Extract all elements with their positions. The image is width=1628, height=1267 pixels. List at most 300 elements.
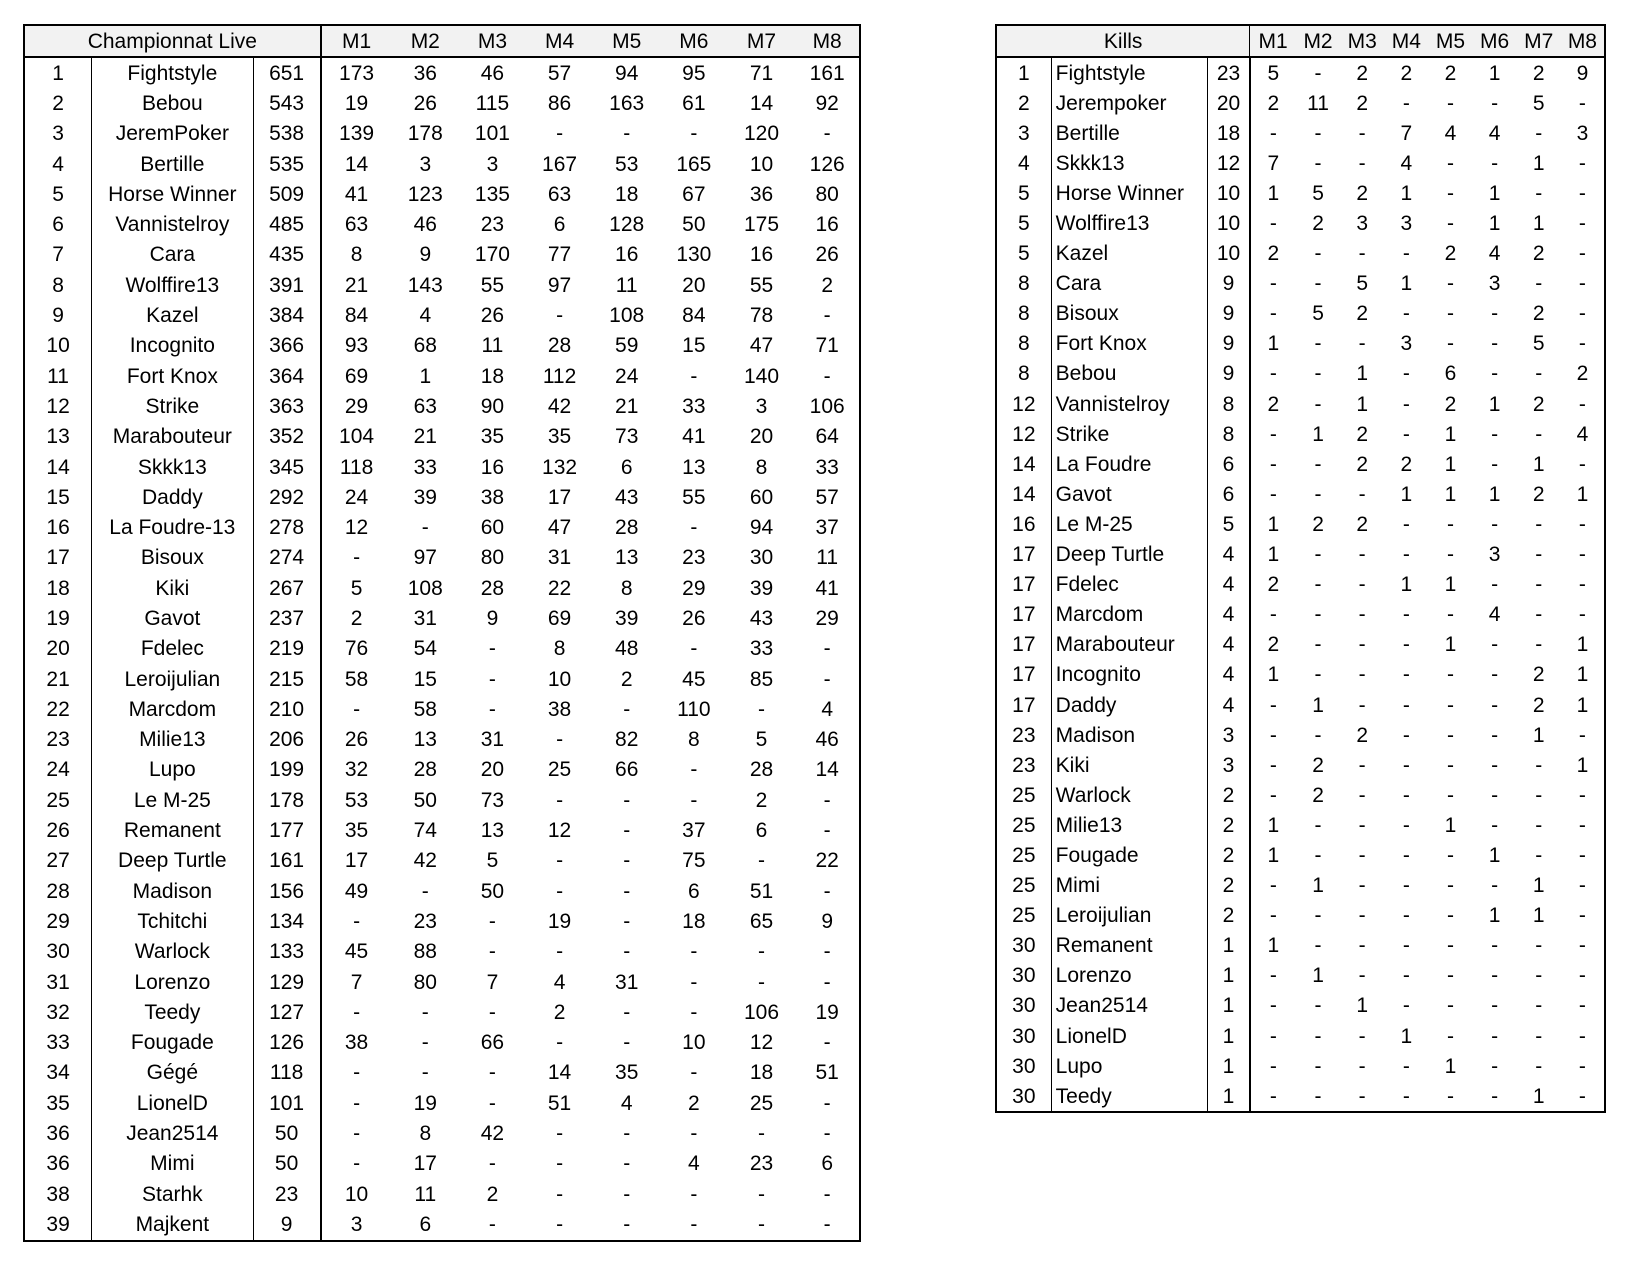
total-cell: 161 bbox=[253, 846, 321, 876]
match-m1-cell: 5 bbox=[321, 573, 392, 603]
match-m7-cell: - bbox=[1535, 964, 1543, 988]
match-m2-cell: - bbox=[1314, 121, 1322, 145]
table-row bbox=[996, 118, 1605, 148]
player-name-cell: Remanent bbox=[1051, 931, 1208, 961]
match-m3-cell: 2 bbox=[1356, 181, 1369, 205]
rank-cell: 20 bbox=[46, 637, 70, 661]
match-m4-cell: 35 bbox=[547, 425, 572, 449]
match-m1-cell: - bbox=[1250, 1021, 1296, 1051]
match-m4-cell: - bbox=[556, 788, 564, 812]
table-row bbox=[996, 961, 1605, 991]
match-m4-cell: - bbox=[556, 728, 564, 752]
match-m6-cell: - bbox=[690, 1182, 698, 1206]
table-row bbox=[24, 512, 860, 542]
match-m4-cell: - bbox=[1402, 934, 1410, 958]
match-m1-cell: 10 bbox=[321, 1179, 392, 1209]
match-m1-cell: 53 bbox=[321, 785, 392, 815]
match-m2-cell: - bbox=[1314, 904, 1322, 928]
player-name-cell: Mimi bbox=[1051, 871, 1208, 901]
match-m2-cell: - bbox=[1314, 934, 1322, 958]
match-m4-cell: - bbox=[1402, 994, 1410, 1018]
match-m2-cell: - bbox=[1314, 1054, 1322, 1078]
table-row bbox=[996, 931, 1605, 961]
player-name-cell: Cara bbox=[1051, 269, 1208, 299]
match-m5-cell: 1 bbox=[1444, 1054, 1457, 1078]
table-row bbox=[24, 361, 860, 391]
rank-cell: 18 bbox=[46, 576, 70, 600]
rank-cell: 27 bbox=[46, 849, 70, 873]
match-m8-cell: 29 bbox=[815, 606, 839, 630]
match-m5-cell: 2 bbox=[1444, 392, 1457, 416]
match-m3-cell: 2 bbox=[1356, 302, 1369, 326]
match-m7-cell: - bbox=[758, 1182, 765, 1206]
total-cell: 538 bbox=[253, 119, 321, 149]
total-cell: 9 bbox=[1208, 299, 1250, 329]
match-m1-cell: 7 bbox=[1250, 148, 1296, 178]
match-m2-cell: 28 bbox=[413, 758, 437, 782]
total-cell: 23 bbox=[1208, 57, 1250, 88]
table-row bbox=[996, 449, 1605, 479]
match-m7-cell: - bbox=[1535, 573, 1543, 597]
match-m3-cell: 46 bbox=[480, 61, 505, 85]
match-m7-cell: 94 bbox=[749, 516, 774, 540]
total-cell: 1 bbox=[1208, 961, 1250, 991]
match-m1-cell: 35 bbox=[321, 815, 392, 845]
table-row bbox=[24, 1209, 860, 1240]
rank-cell: 14 bbox=[1012, 452, 1036, 476]
match-m8-cell: 106 bbox=[809, 394, 845, 418]
match-m6-cell: 67 bbox=[682, 182, 706, 206]
match-m8-cell: 9 bbox=[1576, 61, 1589, 85]
match-m2-cell: 54 bbox=[413, 637, 437, 661]
total-cell: 10 bbox=[1208, 178, 1250, 208]
table-row bbox=[996, 810, 1605, 840]
player-name-cell: Cara bbox=[92, 240, 253, 270]
match-m5-cell: 1 bbox=[1444, 813, 1457, 837]
total-cell: 3 bbox=[1208, 750, 1250, 780]
match-m8-cell: - bbox=[1578, 91, 1586, 115]
player-name-cell: Lorenzo bbox=[1051, 961, 1208, 991]
match-m4-cell: 2 bbox=[553, 1000, 566, 1024]
match-m5-cell: - bbox=[623, 1212, 631, 1236]
match-m2-cell: 15 bbox=[413, 667, 437, 691]
match-m1-cell: 139 bbox=[321, 119, 392, 149]
player-name-cell: Bisoux bbox=[1051, 299, 1208, 329]
match-m1-cell: - bbox=[1250, 299, 1296, 329]
rank-cell: 11 bbox=[47, 364, 69, 388]
match-m7-cell: 5 bbox=[755, 728, 768, 752]
match-m3-cell: - bbox=[1358, 964, 1366, 988]
match-m6-cell: - bbox=[1491, 512, 1499, 536]
player-name-cell: Deep Turtle bbox=[1051, 540, 1208, 570]
match-m3-cell: 2 bbox=[1356, 61, 1369, 85]
rank-cell: 30 bbox=[1012, 964, 1036, 988]
match-m7-cell: 2 bbox=[1532, 61, 1545, 85]
rank-cell: 36 bbox=[46, 1122, 70, 1146]
player-name-cell: Vannistelroy bbox=[1051, 389, 1208, 419]
match-m8-cell: - bbox=[1578, 573, 1586, 597]
match-m7-cell: - bbox=[758, 697, 765, 721]
table-row bbox=[996, 750, 1605, 780]
match-m6-cell: - bbox=[690, 637, 698, 661]
match-m2-cell: 108 bbox=[407, 576, 443, 600]
match-m5-cell: - bbox=[623, 909, 631, 933]
match-m5-cell: - bbox=[1446, 272, 1454, 296]
table-row bbox=[24, 422, 860, 452]
player-name-cell: Lorenzo bbox=[92, 967, 253, 997]
match-m2-cell: - bbox=[1314, 723, 1322, 747]
match-m1-cell: - bbox=[1250, 1051, 1296, 1081]
match-m2-cell: 26 bbox=[413, 91, 437, 115]
total-cell: 6 bbox=[1208, 479, 1250, 509]
match-m5-cell: - bbox=[1446, 151, 1454, 175]
match-m6-cell: 4 bbox=[688, 1152, 700, 1176]
match-m1-cell: 173 bbox=[321, 57, 392, 88]
match-m1-cell: - bbox=[321, 997, 392, 1027]
match-m4-cell: 112 bbox=[542, 364, 577, 388]
match-m7-cell: 12 bbox=[749, 1031, 774, 1055]
match-m8-cell: 57 bbox=[815, 485, 839, 509]
player-name-cell: LionelD bbox=[92, 1088, 253, 1118]
match-m4-cell: - bbox=[1402, 904, 1410, 928]
table-row bbox=[24, 725, 860, 755]
kills-header-row bbox=[996, 25, 1605, 57]
match-m8-cell: - bbox=[1578, 1084, 1586, 1108]
match-m8-cell: - bbox=[823, 940, 831, 964]
match-m8-cell: 14 bbox=[815, 758, 839, 782]
match-m6-cell: 1 bbox=[1488, 904, 1501, 928]
match-m7-cell: 30 bbox=[749, 546, 774, 570]
player-name-cell: Kazel bbox=[1051, 239, 1208, 269]
total-cell: 215 bbox=[253, 664, 321, 694]
match-m2-cell: - bbox=[1314, 813, 1322, 837]
match-m2-cell: 2 bbox=[1312, 753, 1324, 777]
match-m2-cell: - bbox=[1314, 332, 1322, 356]
total-cell: 543 bbox=[253, 88, 321, 118]
match-m8-cell: - bbox=[823, 637, 831, 661]
match-m3-cell: - bbox=[1358, 1084, 1366, 1108]
match-m5-cell: 43 bbox=[615, 485, 639, 509]
rank-cell: 19 bbox=[46, 606, 70, 630]
match-m4-cell: 1 bbox=[1400, 482, 1413, 506]
table-row bbox=[996, 720, 1605, 750]
match-m8-cell: - bbox=[1578, 452, 1586, 476]
match-m1-cell: - bbox=[1250, 269, 1296, 299]
rank-cell: 25 bbox=[1012, 783, 1036, 807]
match-m7-cell: - bbox=[1535, 603, 1543, 627]
match-m8-cell: 37 bbox=[815, 516, 839, 540]
match-m1-cell: - bbox=[1250, 720, 1296, 750]
player-name-cell: Marabouteur bbox=[1051, 630, 1208, 660]
match-m5-cell: 2 bbox=[620, 667, 633, 691]
table-row bbox=[24, 1088, 860, 1118]
total-cell: 2 bbox=[1208, 871, 1250, 901]
match-m5-cell: - bbox=[1446, 332, 1454, 356]
match-m3-cell: 101 bbox=[474, 122, 510, 146]
match-m4-cell: 97 bbox=[547, 273, 572, 297]
match-m7-cell: - bbox=[1535, 813, 1543, 837]
match-m4-cell: - bbox=[556, 849, 564, 873]
rank-cell: 17 bbox=[1012, 603, 1036, 627]
table-row bbox=[24, 270, 860, 300]
match-m1-cell: - bbox=[1250, 961, 1296, 991]
match-m1-cell: - bbox=[1250, 871, 1296, 901]
match-m1-cell: 45 bbox=[321, 937, 392, 967]
player-name-cell: Gégé bbox=[92, 1058, 253, 1088]
rank-cell: 12 bbox=[1012, 422, 1036, 446]
match-m5-cell: - bbox=[1446, 753, 1454, 777]
match-m5-cell: - bbox=[1446, 693, 1454, 717]
match-m6-cell: - bbox=[690, 758, 698, 782]
match-m1-cell: 1 bbox=[1250, 840, 1296, 870]
match-m4-cell: - bbox=[556, 122, 564, 146]
player-name-cell: Strike bbox=[1051, 419, 1208, 449]
match-m6-cell: 61 bbox=[682, 91, 706, 115]
match-m7-cell: 47 bbox=[749, 334, 774, 358]
match-m5-cell: 6 bbox=[620, 455, 633, 479]
match-m6-cell: 23 bbox=[682, 546, 706, 570]
match-m4-cell: 1 bbox=[1400, 573, 1413, 597]
total-cell: 210 bbox=[253, 694, 321, 724]
player-name-cell: Jerempoker bbox=[1051, 88, 1208, 118]
total-cell: 129 bbox=[253, 967, 321, 997]
match-m3-cell: - bbox=[1358, 633, 1366, 657]
match-m4-cell: - bbox=[556, 940, 564, 964]
match-m7-cell: 28 bbox=[749, 758, 774, 782]
rank-cell: 1 bbox=[1017, 61, 1030, 85]
total-cell: 127 bbox=[253, 997, 321, 1027]
match-m6-cell: 15 bbox=[682, 334, 706, 358]
match-m7-cell: 1 bbox=[1532, 452, 1545, 476]
match-m8-cell: 64 bbox=[815, 425, 839, 449]
match-m6-cell: - bbox=[690, 1000, 698, 1024]
match-m5-cell: 4 bbox=[1444, 121, 1457, 145]
table-row bbox=[996, 690, 1605, 720]
rank-cell: 14 bbox=[46, 455, 70, 479]
match-m1-cell: 8 bbox=[321, 240, 392, 270]
match-m6-cell: 4 bbox=[1488, 603, 1501, 627]
rank-cell: 2 bbox=[1017, 91, 1030, 115]
player-name-cell: Bertille bbox=[1051, 118, 1208, 148]
match-m4-cell: 51 bbox=[547, 1091, 572, 1115]
match-m5-cell: - bbox=[1446, 843, 1454, 867]
match-m4-cell: 86 bbox=[547, 91, 572, 115]
match-m3-cell: - bbox=[488, 697, 496, 721]
rank-cell: 33 bbox=[46, 1031, 70, 1055]
rank-cell: 15 bbox=[46, 485, 70, 509]
table-row bbox=[24, 755, 860, 785]
column-header-m6: M6 bbox=[1473, 25, 1517, 57]
match-m4-cell: - bbox=[1402, 843, 1410, 867]
match-m4-cell: 3 bbox=[1400, 332, 1413, 356]
match-m5-cell: - bbox=[1446, 663, 1454, 687]
match-m5-cell: 1 bbox=[1444, 633, 1457, 657]
total-cell: 345 bbox=[253, 452, 321, 482]
match-m5-cell: 73 bbox=[615, 425, 639, 449]
match-m5-cell: 31 bbox=[615, 970, 639, 994]
table-row bbox=[24, 573, 860, 603]
match-m2-cell: 17 bbox=[413, 1152, 437, 1176]
match-m2-cell: 63 bbox=[413, 394, 437, 418]
match-m7-cell: 8 bbox=[755, 455, 768, 479]
rank-cell: 13 bbox=[46, 425, 70, 449]
match-m4-cell: 38 bbox=[547, 697, 572, 721]
match-m5-cell: 1 bbox=[1444, 452, 1457, 476]
match-m5-cell: - bbox=[1446, 603, 1454, 627]
match-m5-cell: 53 bbox=[615, 152, 639, 176]
table-row bbox=[24, 119, 860, 149]
match-m1-cell: 3 bbox=[321, 1209, 392, 1240]
total-cell: 509 bbox=[253, 179, 321, 209]
match-m4-cell: 3 bbox=[1400, 212, 1413, 236]
match-m2-cell: - bbox=[421, 879, 429, 903]
total-cell: 219 bbox=[253, 634, 321, 664]
rank-cell: 5 bbox=[1017, 181, 1030, 205]
column-header-m8: M8 bbox=[1561, 25, 1605, 57]
match-m2-cell: 178 bbox=[407, 122, 443, 146]
table-row bbox=[996, 88, 1605, 118]
match-m5-cell: 66 bbox=[615, 758, 639, 782]
match-m8-cell: - bbox=[1578, 783, 1586, 807]
player-name-cell: Lupo bbox=[92, 755, 253, 785]
player-name-cell: Incognito bbox=[1051, 660, 1208, 690]
table-row bbox=[996, 871, 1605, 901]
match-m5-cell: 4 bbox=[620, 1091, 633, 1115]
match-m6-cell: 45 bbox=[682, 667, 706, 691]
match-m1-cell: 69 bbox=[321, 361, 392, 391]
match-m8-cell: 46 bbox=[815, 728, 839, 752]
total-cell: 3 bbox=[1208, 720, 1250, 750]
player-name-cell: LionelD bbox=[1051, 1021, 1208, 1051]
player-name-cell: Le M-25 bbox=[1051, 509, 1208, 539]
match-m1-cell: - bbox=[1250, 118, 1296, 148]
table-row bbox=[24, 634, 860, 664]
match-m8-cell: 11 bbox=[816, 546, 839, 570]
match-m5-cell: - bbox=[1446, 181, 1454, 205]
match-m8-cell: - bbox=[823, 1122, 831, 1146]
match-m5-cell: - bbox=[1446, 512, 1454, 536]
match-m3-cell: 80 bbox=[480, 546, 505, 570]
match-m7-cell: - bbox=[758, 970, 765, 994]
match-m7-cell: 175 bbox=[743, 213, 780, 237]
match-m6-cell: 20 bbox=[682, 273, 706, 297]
total-cell: 535 bbox=[253, 149, 321, 179]
match-m3-cell: 50 bbox=[480, 879, 505, 903]
total-cell: 118 bbox=[253, 1058, 321, 1088]
match-m6-cell: - bbox=[1491, 573, 1499, 597]
match-m8-cell: 92 bbox=[815, 91, 839, 115]
match-m3-cell: 7 bbox=[486, 970, 499, 994]
table-row bbox=[24, 603, 860, 633]
match-m7-cell: - bbox=[1535, 753, 1543, 777]
match-m6-cell: - bbox=[1491, 783, 1499, 807]
match-m3-cell: - bbox=[488, 667, 496, 691]
match-m4-cell: - bbox=[556, 1122, 564, 1146]
total-cell: 237 bbox=[253, 603, 321, 633]
match-m6-cell: - bbox=[1491, 362, 1499, 386]
match-m6-cell: - bbox=[1491, 91, 1499, 115]
match-m2-cell: 5 bbox=[1312, 302, 1324, 326]
match-m8-cell: 1 bbox=[1576, 482, 1589, 506]
player-name-cell: Wolffire13 bbox=[1051, 208, 1208, 238]
match-m6-cell: - bbox=[1491, 633, 1499, 657]
match-m8-cell: - bbox=[823, 819, 831, 843]
match-m4-cell: 42 bbox=[547, 394, 572, 418]
match-m8-cell: 22 bbox=[815, 849, 839, 873]
match-m3-cell: - bbox=[1358, 603, 1366, 627]
rank-cell: 25 bbox=[1012, 904, 1036, 928]
match-m8-cell: - bbox=[1578, 332, 1586, 356]
total-cell: 50 bbox=[253, 1118, 321, 1148]
match-m1-cell: 1 bbox=[1250, 509, 1296, 539]
match-m1-cell: - bbox=[1250, 1081, 1296, 1112]
match-m8-cell: - bbox=[1578, 994, 1586, 1018]
match-m4-cell: 167 bbox=[542, 152, 578, 176]
match-m6-cell: 2 bbox=[688, 1091, 700, 1115]
total-cell: 292 bbox=[253, 482, 321, 512]
total-cell: 278 bbox=[253, 512, 321, 542]
table-row bbox=[996, 479, 1605, 509]
match-m1-cell: - bbox=[321, 906, 392, 936]
match-m3-cell: - bbox=[1358, 1054, 1366, 1078]
total-cell: 366 bbox=[253, 331, 321, 361]
championship-header-row bbox=[24, 25, 860, 57]
total-cell: 50 bbox=[253, 1149, 321, 1179]
player-name-cell: Bisoux bbox=[92, 543, 253, 573]
match-m7-cell: 2 bbox=[1532, 663, 1545, 687]
match-m2-cell: 5 bbox=[1312, 181, 1324, 205]
match-m5-cell: - bbox=[623, 1122, 631, 1146]
match-m2-cell: - bbox=[1314, 663, 1322, 687]
total-cell: 384 bbox=[253, 300, 321, 330]
match-m2-cell: - bbox=[1314, 242, 1322, 266]
match-m6-cell: - bbox=[1491, 452, 1499, 476]
table-row bbox=[24, 664, 860, 694]
match-m8-cell: - bbox=[1578, 904, 1586, 928]
match-m2-cell: 2 bbox=[1312, 212, 1324, 236]
table-row bbox=[996, 630, 1605, 660]
column-header-m5: M5 bbox=[593, 25, 660, 57]
total-cell: 8 bbox=[1208, 389, 1250, 419]
match-m6-cell: 84 bbox=[682, 304, 706, 328]
match-m6-cell: 1 bbox=[1488, 482, 1501, 506]
total-cell: 178 bbox=[253, 785, 321, 815]
player-name-cell: Fougade bbox=[1051, 840, 1208, 870]
player-name-cell: Gavot bbox=[1051, 479, 1208, 509]
match-m8-cell: - bbox=[1578, 512, 1586, 536]
match-m3-cell: - bbox=[1358, 934, 1366, 958]
match-m8-cell: - bbox=[823, 1091, 831, 1115]
match-m8-cell: - bbox=[823, 1212, 831, 1236]
match-m6-cell: 1 bbox=[1488, 392, 1501, 416]
total-cell: 364 bbox=[253, 361, 321, 391]
total-cell: 126 bbox=[253, 1028, 321, 1058]
match-m4-cell: - bbox=[1402, 783, 1410, 807]
table-row bbox=[996, 840, 1605, 870]
match-m7-cell: 106 bbox=[743, 1000, 780, 1024]
match-m5-cell: - bbox=[623, 697, 631, 721]
match-m2-cell: 1 bbox=[1312, 693, 1324, 717]
table-row bbox=[24, 1118, 860, 1148]
rank-cell: 16 bbox=[46, 516, 70, 540]
match-m8-cell: - bbox=[1578, 181, 1586, 205]
match-m4-cell: 8 bbox=[553, 637, 566, 661]
match-m2-cell: 11 bbox=[414, 1182, 437, 1206]
match-m6-cell: - bbox=[1491, 151, 1499, 175]
rank-cell: 30 bbox=[46, 940, 70, 964]
match-m1-cell: 7 bbox=[321, 967, 392, 997]
match-m5-cell: 59 bbox=[615, 334, 639, 358]
